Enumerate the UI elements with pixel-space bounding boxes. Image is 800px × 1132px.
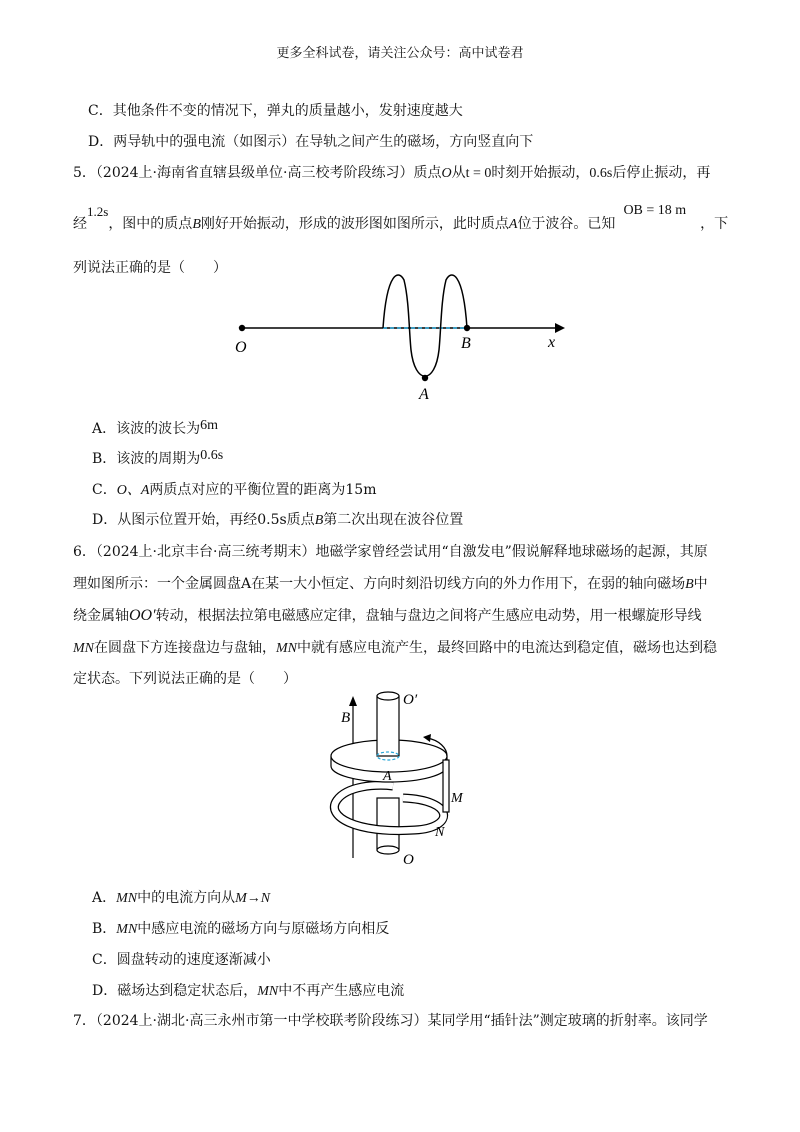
q5-line1: 5．（2024上·海南省直辖县级单位·高三校考阶段练习）质点O从t = 0时刻开始振动，0.6s后停止振动，再: [73, 165, 711, 181]
shaft-lower: [377, 798, 399, 850]
shaft-bottom: [377, 846, 399, 854]
label-n: N: [435, 825, 445, 840]
q6-option-c: C．圆盘转动的速度逐渐减小: [92, 952, 271, 968]
q5-line2: 经1.2s，图中的质点B刚好开始振动，形成的波形图如图所示，此时质点A位于波谷。已知OB = 18 m，下: [73, 203, 729, 232]
label-a: A: [383, 769, 392, 784]
label-o: O: [235, 339, 247, 356]
shaft-upper: [377, 696, 399, 756]
q6-line4: MN在圆盘下方连接盘边与盘轴，MN中就有感应电流产生，最终回路中的电流达到稳定值，磁场也达到稳: [73, 640, 717, 656]
disk-figure: [315, 688, 475, 870]
label-m: M: [451, 791, 463, 806]
point-o: [239, 325, 245, 331]
rotation-arrow-head: [423, 734, 431, 742]
label-b: B: [461, 335, 471, 352]
q5-option-a: A．该波的波长为6m: [92, 418, 219, 437]
wave-figure: [225, 270, 585, 410]
q6-option-d: D．磁场达到稳定状态后，MN中不再产生感应电流: [92, 983, 405, 999]
q5-number: 5．: [73, 165, 96, 181]
q6-line3: 绕金属轴OO′转动，根据法拉第电磁感应定律，盘轴与盘边之间将产生感应电动势，用一根螺旋形导线: [73, 607, 702, 624]
label-b: B: [341, 710, 351, 726]
q6-line1: 6．（2024上·北京丰台·高三统考期末）地磁学家曾经尝试用“自激发电”假说解释地球磁场的起源，其原: [73, 544, 708, 560]
wave-curve: [383, 275, 467, 376]
q5-line3: 列说法正确的是（ ）: [73, 260, 227, 276]
label-a: A: [419, 386, 429, 403]
q6-line5: 定状态。下列说法正确的是（ ）: [73, 671, 297, 687]
q6-option-b: B．MN中感应电流的磁场方向与原磁场方向相反: [92, 921, 390, 937]
prev-option-c: C．其他条件不变的情况下，弹丸的质量越小，发射速度越大: [88, 103, 463, 119]
x-axis-arrow: [555, 323, 565, 333]
prev-option-d: D．两导轨中的强电流（如图示）在导轨之间产生的磁场，方向竖直向下: [88, 134, 534, 150]
label-o: O: [403, 852, 414, 868]
connector-m: [443, 760, 449, 812]
label-x: x: [548, 334, 556, 351]
b-arrow-head: [349, 696, 357, 706]
q6-option-a: A．MN中的电流方向从M→N: [92, 890, 271, 906]
q5-option-c: C．O、A两质点对应的平衡位置的距离为15m: [92, 482, 377, 498]
q5-option-b: B．该波的周期为0.6s: [92, 448, 224, 467]
shaft-top: [377, 692, 399, 700]
label-o-prime: O′: [403, 692, 418, 708]
q6-number: 6．: [73, 544, 96, 560]
q5-option-d: D．从图示位置开始，再经0.5s质点B第二次出现在波谷位置: [92, 512, 464, 528]
page-header: 更多全科试卷，请关注公众号：高中试卷君: [276, 46, 524, 61]
q7-line1: 7．（2024上·湖北·高三永州市第一中学校联考阶段练习）某同学用“插针法”测定玻璃的折射率。该同学: [73, 1013, 708, 1029]
q6-line2: 理如图所示：一个金属圆盘A在某一大小恒定、方向时刻沿切线方向的外力作用下，在弱的轴向磁场B中: [73, 576, 708, 592]
q7-number: 7．: [73, 1013, 96, 1029]
